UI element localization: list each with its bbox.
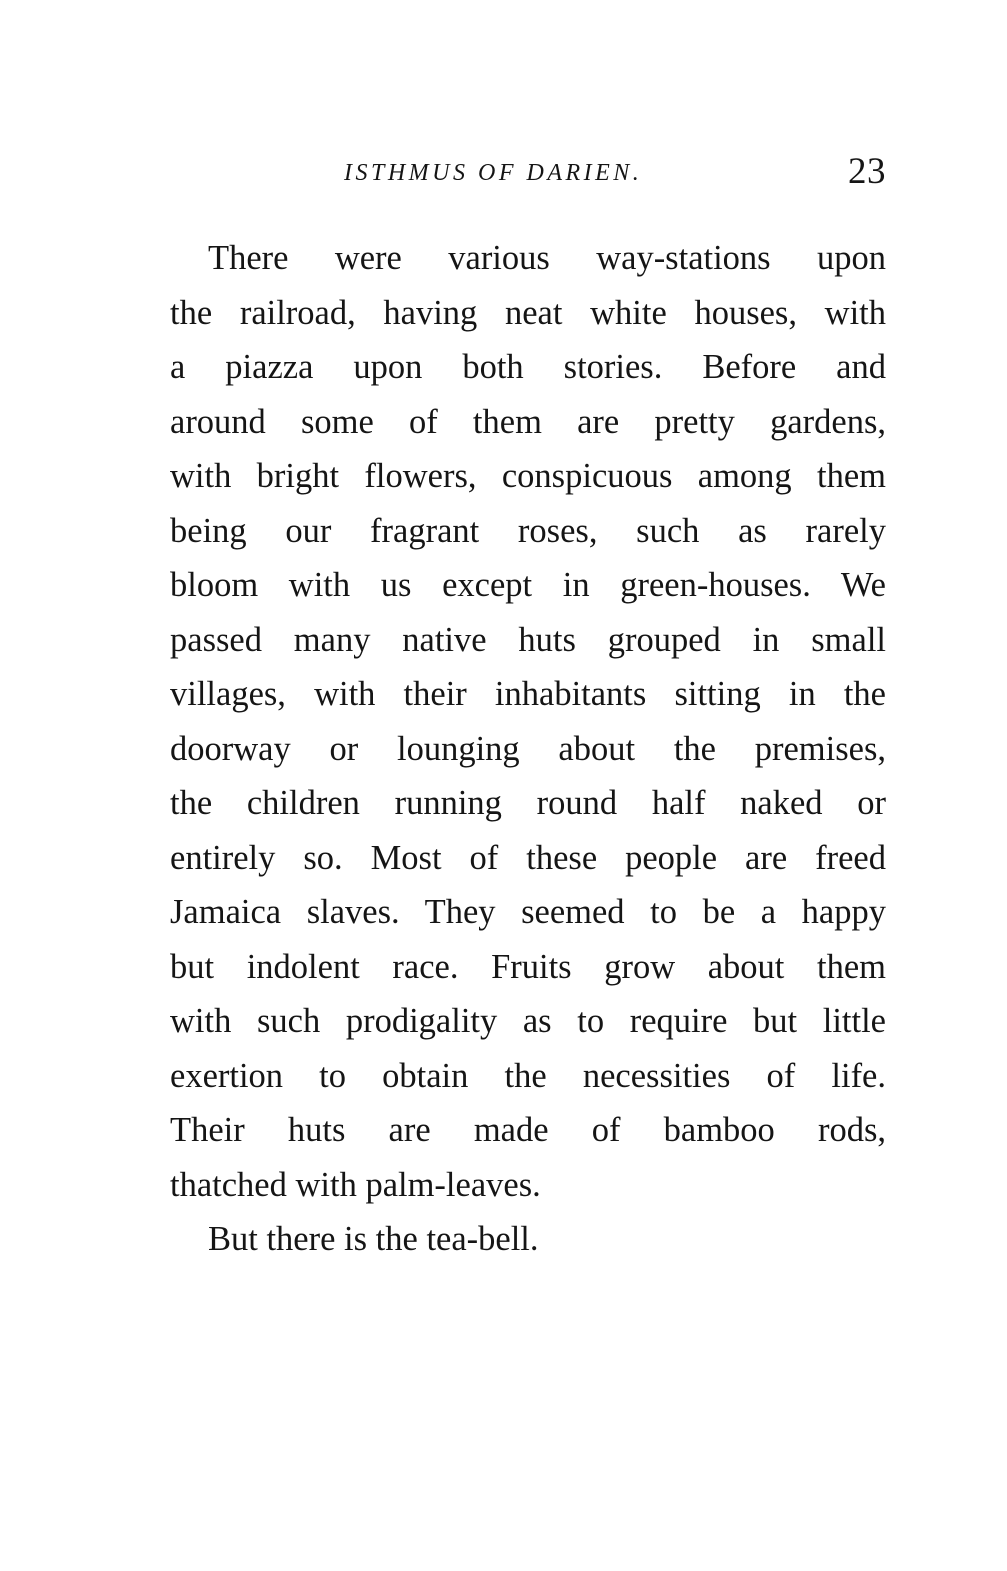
text-line: exertion to obtain the necessities of life. (170, 1056, 886, 1095)
text-line: villages, with their inhabitants sitting in the (170, 675, 886, 713)
paragraph-main (170, 231, 886, 1212)
text-line: with bright flowers, conspicuous among them (170, 457, 886, 495)
text-line: a piazza upon both stories. Before and (170, 348, 886, 386)
text-line: around some of them are pretty gardens, (170, 402, 886, 441)
body-text (170, 231, 886, 1267)
text-line: thatched with palm-leaves. (170, 1165, 541, 1204)
text-line: passed many native huts grouped in small (170, 620, 886, 659)
text-line: being our fragrant roses, such as rarely (170, 511, 886, 550)
text-line: entirely so. Most of these people are freed (170, 838, 886, 877)
text-line: bloom with us except in green-houses. We (170, 566, 886, 604)
page-number: 23 (848, 151, 886, 192)
running-title: ISTHMUS OF DARIEN. (344, 160, 643, 186)
text-line: doorway or lounging about the premises, (170, 729, 886, 768)
text-line: Their huts are made of bamboo rods, (170, 1111, 886, 1149)
running-head (170, 150, 886, 200)
text-line: but indolent race. Fruits grow about them (170, 947, 886, 986)
text-line: the children running round half naked or (170, 784, 886, 822)
text-line: the railroad, having neat white houses, with (170, 293, 886, 332)
text-line: But there is the tea-bell. (208, 1220, 539, 1258)
text-line: Jamaica slaves. They seemed to be a happy (170, 893, 886, 931)
paragraph-closing (170, 1212, 886, 1267)
text-line: with such prodigality as to require but little (170, 1002, 886, 1040)
text-line: There were various way-stations upon (208, 239, 886, 277)
